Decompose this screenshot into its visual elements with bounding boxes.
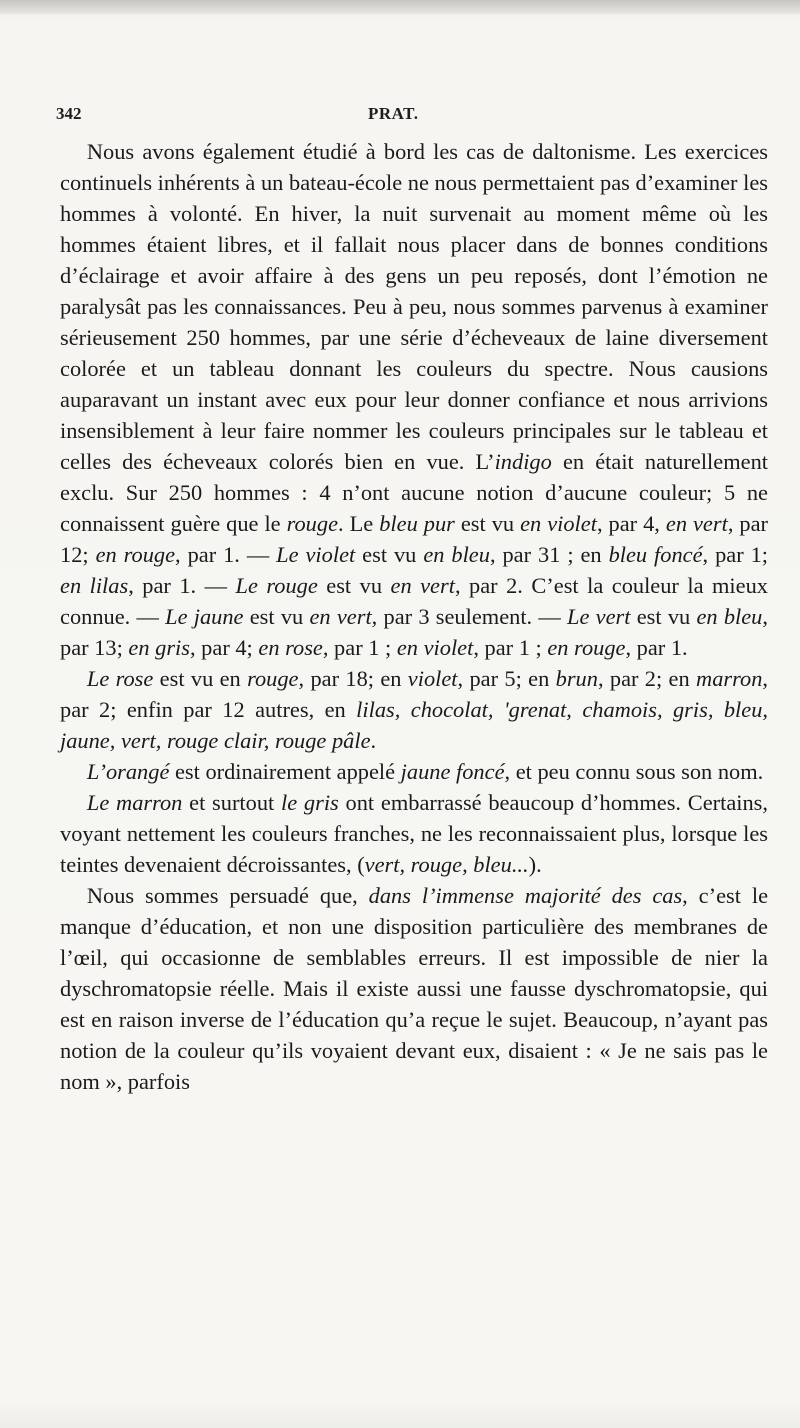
italic-text: le gris <box>281 790 339 815</box>
italic-text: rouge <box>286 511 339 536</box>
text-run: , par 31 ; en <box>489 542 609 567</box>
text-run: est vu <box>454 511 521 536</box>
text-run: est ordinairement appelé <box>169 759 401 784</box>
italic-text: lilas, chocolat, 'grenat, chamois, gris, bleu, jaune, vert, rouge clair, rouge pâle <box>60 697 768 753</box>
italic-text: bleu foncé <box>608 542 703 567</box>
text-run: , par 4; <box>189 635 259 660</box>
italic-text: en rose <box>258 635 323 660</box>
italic-text: Le jaune <box>165 604 244 629</box>
italic-text: Le vert <box>567 604 631 629</box>
text-run: Nous avons également étudié à bord les cas de daltonisme. Les exercices continuels inhérents à un bateau-école ne nous permettaient pas d’examiner les hommes à volonté. En hiver, la nuit survenait au moment même où les hommes étaient libres, et il fallait nous placer dans de bonnes conditions d’éclairage et avoir affaire à des gens un peu reposés, dont l’émotion ne paralysât pas les connaissances. Peu à peu, nous sommes parvenus à examiner sérieusement 250 hommes, par une série d’écheveaux de laine diversement colorée et un tableau donnant les couleurs du spectre. Nous causions auparavant un instant avec eux pour leur donner confiance et nous arrivions insensiblement à leur faire nommer les couleurs principales sur le tableau et celles des écheveaux colorés bien en vue. L’ <box>60 139 768 474</box>
italic-text: bleu pur <box>379 511 455 536</box>
italic-text: vert, rouge, bleu... <box>364 852 529 877</box>
text-run: , par 4, <box>596 511 666 536</box>
body-text <box>60 136 768 1097</box>
paragraph <box>60 136 768 663</box>
page-header <box>56 104 768 130</box>
italic-text: brun <box>555 666 598 691</box>
italic-text: en rouge <box>547 635 626 660</box>
paragraph <box>60 663 768 756</box>
italic-text: en violet <box>520 511 597 536</box>
text-run: et surtout <box>182 790 281 815</box>
italic-text: en rouge <box>95 542 176 567</box>
italic-text: rouge <box>247 666 299 691</box>
italic-text: Le violet <box>276 542 356 567</box>
text-run: est vu <box>317 573 391 598</box>
text-run: en était naturellement exclu. Sur 250 hommes : 4 n’ont aucune notion d’aucune couleur; 5 ne connaissent guère que le <box>60 449 768 536</box>
italic-text: indigo <box>494 449 552 474</box>
text-run: est vu <box>355 542 424 567</box>
italic-text: marron <box>696 666 763 691</box>
italic-text: en bleu <box>423 542 490 567</box>
text-run: , par 5; en <box>457 666 556 691</box>
italic-text: en bleu <box>696 604 763 629</box>
italic-text: Le rouge <box>235 573 318 598</box>
text-run: , par 18; en <box>298 666 408 691</box>
paragraph <box>60 756 768 787</box>
italic-text: Le rose <box>86 666 154 691</box>
text-run: , par 13; <box>60 604 768 660</box>
italic-text: L’orangé <box>86 759 170 784</box>
running-head: PRAT. <box>368 104 419 123</box>
italic-text: en gris <box>128 635 190 660</box>
text-run: ont embarrassé beaucoup d’hommes. Certains, voyant nettement les couleurs franches, ne les reconnaissaient plus, lorsque les teintes devenaient décroissantes, ( <box>60 790 768 877</box>
italic-text: en vert <box>665 511 728 536</box>
text-run: , par 3 seulement. — <box>371 604 568 629</box>
italic-text: dans l’immense majorité des cas <box>368 883 683 908</box>
paragraph <box>60 787 768 880</box>
text-run: Nous sommes persuadé que, <box>86 883 369 908</box>
text-run: , par 2. C’est la couleur la mieux connue. — <box>60 573 768 629</box>
text-run: , par 12; <box>60 511 768 567</box>
italic-text: en lilas <box>60 573 129 598</box>
page-number: 342 <box>56 104 82 123</box>
italic-text: violet <box>407 666 458 691</box>
text-run: est vu en <box>153 666 248 691</box>
italic-text: jaune foncé <box>400 759 505 784</box>
italic-text: en vert <box>390 573 455 598</box>
paragraph <box>60 880 768 1097</box>
text-run: . <box>370 728 377 753</box>
text-run: , par 1; <box>702 542 769 567</box>
text-run: , c’est le manque d’éducation, et non une disposition particulière des membranes de l’œil, qui occasionne de semblables erreurs. Il est impossible de nier la dyschromatopsie réelle. Mais il existe aussi une fausse dyschromatopsie, qui est en raison inverse de l’éducation qu’a reçue le sujet. Beaucoup, n’ayant pas notion de la couleur qu’ils voyaient devant eux, disaient : « Je ne sais pas le nom », parfois <box>60 883 769 1094</box>
text-run: est vu <box>243 604 310 629</box>
text-run: . Le <box>338 511 380 536</box>
text-run: est vu <box>630 604 697 629</box>
italic-text: en vert <box>309 604 372 629</box>
text-run: , par 1. <box>625 635 688 660</box>
scan-edge-shadow <box>0 0 800 14</box>
text-run: , par 1. — <box>128 573 236 598</box>
text-run: , par 1 ; <box>473 635 548 660</box>
italic-text: en violet <box>396 635 474 660</box>
text-run: , par 1 ; <box>322 635 397 660</box>
text-run: , par 2; enfin par 12 autres, en <box>60 666 768 722</box>
italic-text: Le marron <box>86 790 183 815</box>
text-run: , par 2; en <box>597 666 697 691</box>
text-run: ). <box>528 852 542 877</box>
text-run: , et peu connu sous son nom. <box>504 759 764 784</box>
text-run: , par 1. — <box>175 542 277 567</box>
